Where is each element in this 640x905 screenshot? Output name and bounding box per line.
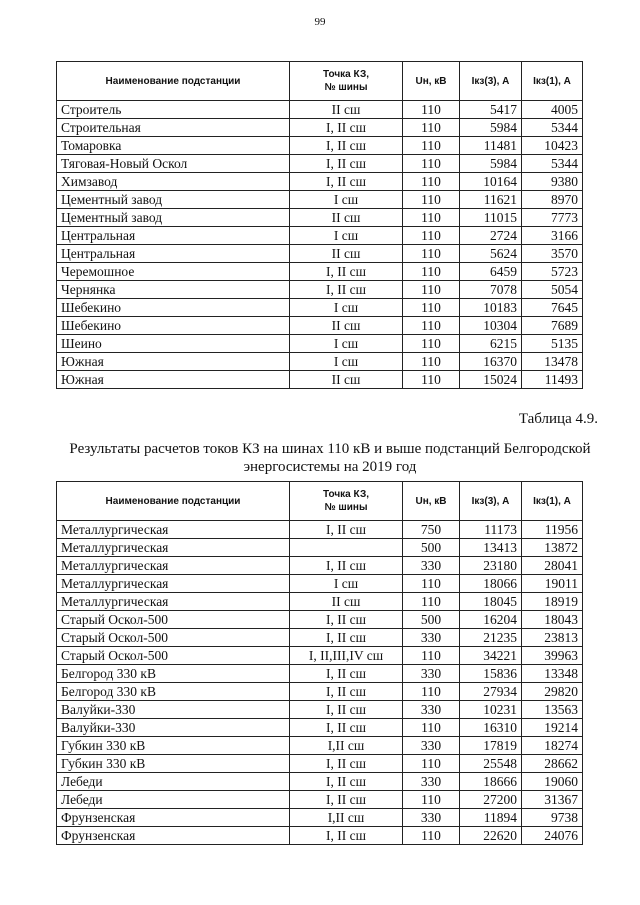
table-title-line1: Результаты расчетов токов КЗ на шинах 110 кВ и выше подстанций Белгородской xyxy=(69,441,591,457)
cell-voltage: 110 xyxy=(403,371,460,389)
cell-voltage: 110 xyxy=(403,119,460,137)
cell-i1: 28041 xyxy=(522,557,583,575)
cell-i3: 6215 xyxy=(460,335,522,353)
cell-point: II сш xyxy=(290,245,403,263)
cell-name: Металлургическая xyxy=(57,575,290,593)
cell-point: I, II сш xyxy=(290,827,403,845)
cell-i1: 9738 xyxy=(522,809,583,827)
cell-name: Белгород 330 кВ xyxy=(57,665,290,683)
cell-name: Цементный завод xyxy=(57,191,290,209)
cell-i1: 7773 xyxy=(522,209,583,227)
cell-point: I сш xyxy=(290,335,403,353)
table-row xyxy=(57,101,583,119)
table-row xyxy=(57,209,583,227)
table-row xyxy=(57,521,583,539)
cell-i3: 22620 xyxy=(460,827,522,845)
cell-i1: 28662 xyxy=(522,755,583,773)
table-label: Таблица 4.9. xyxy=(518,411,598,427)
cell-voltage: 330 xyxy=(403,701,460,719)
header-i1: Iкз(1), А xyxy=(522,62,583,101)
cell-i3: 7078 xyxy=(460,281,522,299)
table-row xyxy=(57,593,583,611)
table-row xyxy=(57,683,583,701)
cell-name: Старый Оскол-500 xyxy=(57,611,290,629)
table-row xyxy=(57,353,583,371)
header-name: Наименование подстанции xyxy=(57,482,290,521)
cell-i3: 2724 xyxy=(460,227,522,245)
cell-i3: 18066 xyxy=(460,575,522,593)
cell-i1: 7689 xyxy=(522,317,583,335)
cell-i3: 5624 xyxy=(460,245,522,263)
cell-point: I сш xyxy=(290,191,403,209)
cell-i1: 3570 xyxy=(522,245,583,263)
cell-point: I сш xyxy=(290,299,403,317)
table-row xyxy=(57,719,583,737)
table-row xyxy=(57,701,583,719)
cell-name: Фрунзенская xyxy=(57,827,290,845)
table-row xyxy=(57,737,583,755)
cell-point: I, II сш xyxy=(290,119,403,137)
cell-voltage: 110 xyxy=(403,755,460,773)
cell-i3: 11173 xyxy=(460,521,522,539)
cell-name: Старый Оскол-500 xyxy=(57,629,290,647)
cell-i3: 10183 xyxy=(460,299,522,317)
page-number: 99 xyxy=(314,16,326,28)
header-point xyxy=(290,482,403,521)
cell-voltage: 110 xyxy=(403,647,460,665)
table-row xyxy=(57,539,583,557)
cell-point: I, II сш xyxy=(290,155,403,173)
cell-i3: 27934 xyxy=(460,683,522,701)
cell-point: I, II сш xyxy=(290,281,403,299)
header-i3: Iкз(3), А xyxy=(460,62,522,101)
cell-i3: 34221 xyxy=(460,647,522,665)
cell-point: II сш xyxy=(290,209,403,227)
cell-voltage: 110 xyxy=(403,719,460,737)
cell-name: Фрунзенская xyxy=(57,809,290,827)
cell-i3: 5984 xyxy=(460,119,522,137)
cell-point: I, II сш xyxy=(290,173,403,191)
cell-i1: 10423 xyxy=(522,137,583,155)
cell-point: II сш xyxy=(290,371,403,389)
cell-i1: 19060 xyxy=(522,773,583,791)
cell-name: Старый Оскол-500 xyxy=(57,647,290,665)
cell-voltage: 110 xyxy=(403,101,460,119)
table-row xyxy=(57,827,583,845)
table-row xyxy=(57,575,583,593)
table-body xyxy=(57,521,583,845)
cell-i3: 5984 xyxy=(460,155,522,173)
cell-i1: 4005 xyxy=(522,101,583,119)
table-row xyxy=(57,263,583,281)
cell-i1: 11956 xyxy=(522,521,583,539)
cell-name: Черемошное xyxy=(57,263,290,281)
header-point-line2: № шины xyxy=(324,82,368,93)
header-voltage: Uн, кВ xyxy=(403,482,460,521)
cell-name: Центральная xyxy=(57,227,290,245)
cell-voltage: 750 xyxy=(403,521,460,539)
cell-point: I, II сш xyxy=(290,629,403,647)
cell-i3: 11621 xyxy=(460,191,522,209)
cell-voltage: 110 xyxy=(403,191,460,209)
cell-i1: 19214 xyxy=(522,719,583,737)
table-row xyxy=(57,317,583,335)
cell-point: I, II сш xyxy=(290,557,403,575)
cell-i3: 10164 xyxy=(460,173,522,191)
cell-i1: 5723 xyxy=(522,263,583,281)
cell-name: Шеино xyxy=(57,335,290,353)
cell-name: Южная xyxy=(57,353,290,371)
cell-i1: 23813 xyxy=(522,629,583,647)
cell-voltage: 330 xyxy=(403,737,460,755)
cell-point: I, II сш xyxy=(290,263,403,281)
cell-voltage: 110 xyxy=(403,173,460,191)
table-row xyxy=(57,809,583,827)
cell-name: Металлургическая xyxy=(57,557,290,575)
cell-point: I, II сш xyxy=(290,521,403,539)
cell-name: Цементный завод xyxy=(57,209,290,227)
cell-i3: 11015 xyxy=(460,209,522,227)
cell-i3: 11894 xyxy=(460,809,522,827)
cell-voltage: 110 xyxy=(403,317,460,335)
cell-point: I, II сш xyxy=(290,719,403,737)
table-row xyxy=(57,299,583,317)
table-row xyxy=(57,611,583,629)
cell-i1: 13348 xyxy=(522,665,583,683)
header-point-line1: Точка КЗ, xyxy=(322,69,369,80)
cell-voltage: 110 xyxy=(403,791,460,809)
table-row xyxy=(57,371,583,389)
cell-i1: 31367 xyxy=(522,791,583,809)
cell-i3: 17819 xyxy=(460,737,522,755)
cell-name: Тяговая-Новый Оскол xyxy=(57,155,290,173)
cell-name: Строительная xyxy=(57,119,290,137)
cell-point: I, II сш xyxy=(290,773,403,791)
cell-i1: 18043 xyxy=(522,611,583,629)
table-row xyxy=(57,245,583,263)
header-point-line1: Точка КЗ, xyxy=(322,489,369,500)
table-row xyxy=(57,773,583,791)
cell-voltage: 110 xyxy=(403,209,460,227)
cell-i3: 6459 xyxy=(460,263,522,281)
substation-table-2 xyxy=(56,481,583,845)
cell-voltage: 110 xyxy=(403,227,460,245)
cell-point: I, II сш xyxy=(290,791,403,809)
cell-i1: 39963 xyxy=(522,647,583,665)
table-body xyxy=(57,101,583,389)
cell-i1: 5054 xyxy=(522,281,583,299)
cell-i3: 18045 xyxy=(460,593,522,611)
cell-i1: 5344 xyxy=(522,155,583,173)
cell-i3: 16310 xyxy=(460,719,522,737)
table-row xyxy=(57,791,583,809)
cell-i3: 18666 xyxy=(460,773,522,791)
cell-point: I сш xyxy=(290,575,403,593)
cell-point: I, II сш xyxy=(290,683,403,701)
table-row xyxy=(57,119,583,137)
cell-i1: 13872 xyxy=(522,539,583,557)
table-row xyxy=(57,557,583,575)
table-header-row xyxy=(57,482,583,521)
cell-voltage: 110 xyxy=(403,593,460,611)
cell-i3: 25548 xyxy=(460,755,522,773)
table-row xyxy=(57,137,583,155)
cell-i3: 21235 xyxy=(460,629,522,647)
cell-point: I, II сш xyxy=(290,755,403,773)
cell-point: I,II сш xyxy=(290,737,403,755)
cell-i1: 9380 xyxy=(522,173,583,191)
cell-voltage: 110 xyxy=(403,137,460,155)
cell-point: I сш xyxy=(290,227,403,245)
table-row xyxy=(57,665,583,683)
cell-name: Шебекино xyxy=(57,299,290,317)
cell-i1: 5344 xyxy=(522,119,583,137)
cell-voltage: 500 xyxy=(403,539,460,557)
cell-voltage: 110 xyxy=(403,245,460,263)
cell-name: Томаровка xyxy=(57,137,290,155)
table-row xyxy=(57,647,583,665)
table-title-line2: энергосистемы на 2019 год xyxy=(243,459,417,475)
cell-i3: 11481 xyxy=(460,137,522,155)
header-i1: Iкз(1), А xyxy=(522,482,583,521)
cell-i1: 13563 xyxy=(522,701,583,719)
cell-voltage: 500 xyxy=(403,611,460,629)
table-row xyxy=(57,173,583,191)
table-row xyxy=(57,155,583,173)
cell-point: I,II сш xyxy=(290,809,403,827)
cell-name: Шебекино xyxy=(57,317,290,335)
cell-point xyxy=(290,539,403,557)
cell-name: Лебеди xyxy=(57,791,290,809)
cell-point: I, II сш xyxy=(290,665,403,683)
cell-voltage: 330 xyxy=(403,665,460,683)
cell-point: I сш xyxy=(290,353,403,371)
cell-voltage: 110 xyxy=(403,263,460,281)
cell-name: Металлургическая xyxy=(57,539,290,557)
table-row xyxy=(57,629,583,647)
cell-name: Валуйки-330 xyxy=(57,719,290,737)
cell-name: Южная xyxy=(57,371,290,389)
substation-table-1 xyxy=(56,61,583,389)
cell-i1: 11493 xyxy=(522,371,583,389)
cell-voltage: 110 xyxy=(403,353,460,371)
cell-voltage: 110 xyxy=(403,827,460,845)
header-name: Наименование подстанции xyxy=(57,62,290,101)
cell-voltage: 330 xyxy=(403,809,460,827)
cell-name: Химзавод xyxy=(57,173,290,191)
table-row xyxy=(57,227,583,245)
cell-point: I, II сш xyxy=(290,611,403,629)
cell-voltage: 110 xyxy=(403,281,460,299)
cell-voltage: 110 xyxy=(403,335,460,353)
cell-voltage: 330 xyxy=(403,629,460,647)
cell-name: Металлургическая xyxy=(57,521,290,539)
cell-i3: 5417 xyxy=(460,101,522,119)
cell-voltage: 110 xyxy=(403,575,460,593)
cell-i3: 16370 xyxy=(460,353,522,371)
cell-i1: 3166 xyxy=(522,227,583,245)
cell-name: Белгород 330 кВ xyxy=(57,683,290,701)
cell-voltage: 110 xyxy=(403,155,460,173)
table-title xyxy=(40,440,620,476)
cell-i3: 10304 xyxy=(460,317,522,335)
header-i3: Iкз(3), А xyxy=(460,482,522,521)
cell-i1: 7645 xyxy=(522,299,583,317)
cell-i1: 24076 xyxy=(522,827,583,845)
table-row xyxy=(57,755,583,773)
cell-i3: 16204 xyxy=(460,611,522,629)
cell-point: I, II сш xyxy=(290,701,403,719)
cell-i1: 5135 xyxy=(522,335,583,353)
cell-point: II сш xyxy=(290,101,403,119)
cell-i1: 13478 xyxy=(522,353,583,371)
header-point-line2: № шины xyxy=(324,502,368,513)
cell-point: II сш xyxy=(290,593,403,611)
header-voltage: Uн, кВ xyxy=(403,62,460,101)
cell-i3: 15024 xyxy=(460,371,522,389)
cell-voltage: 110 xyxy=(403,683,460,701)
cell-i1: 29820 xyxy=(522,683,583,701)
table-header-row xyxy=(57,62,583,101)
cell-i1: 19011 xyxy=(522,575,583,593)
table-row xyxy=(57,281,583,299)
table-row xyxy=(57,335,583,353)
cell-i1: 18274 xyxy=(522,737,583,755)
cell-i3: 27200 xyxy=(460,791,522,809)
cell-point: II сш xyxy=(290,317,403,335)
cell-name: Строитель xyxy=(57,101,290,119)
cell-i1: 8970 xyxy=(522,191,583,209)
cell-i3: 13413 xyxy=(460,539,522,557)
table-row xyxy=(57,191,583,209)
cell-name: Лебеди xyxy=(57,773,290,791)
cell-name: Центральная xyxy=(57,245,290,263)
cell-i1: 18919 xyxy=(522,593,583,611)
cell-name: Губкин 330 кВ xyxy=(57,737,290,755)
cell-name: Валуйки-330 xyxy=(57,701,290,719)
cell-i3: 10231 xyxy=(460,701,522,719)
header-point xyxy=(290,62,403,101)
cell-i3: 15836 xyxy=(460,665,522,683)
cell-i3: 23180 xyxy=(460,557,522,575)
cell-voltage: 110 xyxy=(403,299,460,317)
cell-point: I, II,III,IV сш xyxy=(290,647,403,665)
cell-voltage: 330 xyxy=(403,773,460,791)
cell-point: I, II сш xyxy=(290,137,403,155)
cell-name: Металлургическая xyxy=(57,593,290,611)
cell-voltage: 330 xyxy=(403,557,460,575)
cell-name: Чернянка xyxy=(57,281,290,299)
cell-name: Губкин 330 кВ xyxy=(57,755,290,773)
